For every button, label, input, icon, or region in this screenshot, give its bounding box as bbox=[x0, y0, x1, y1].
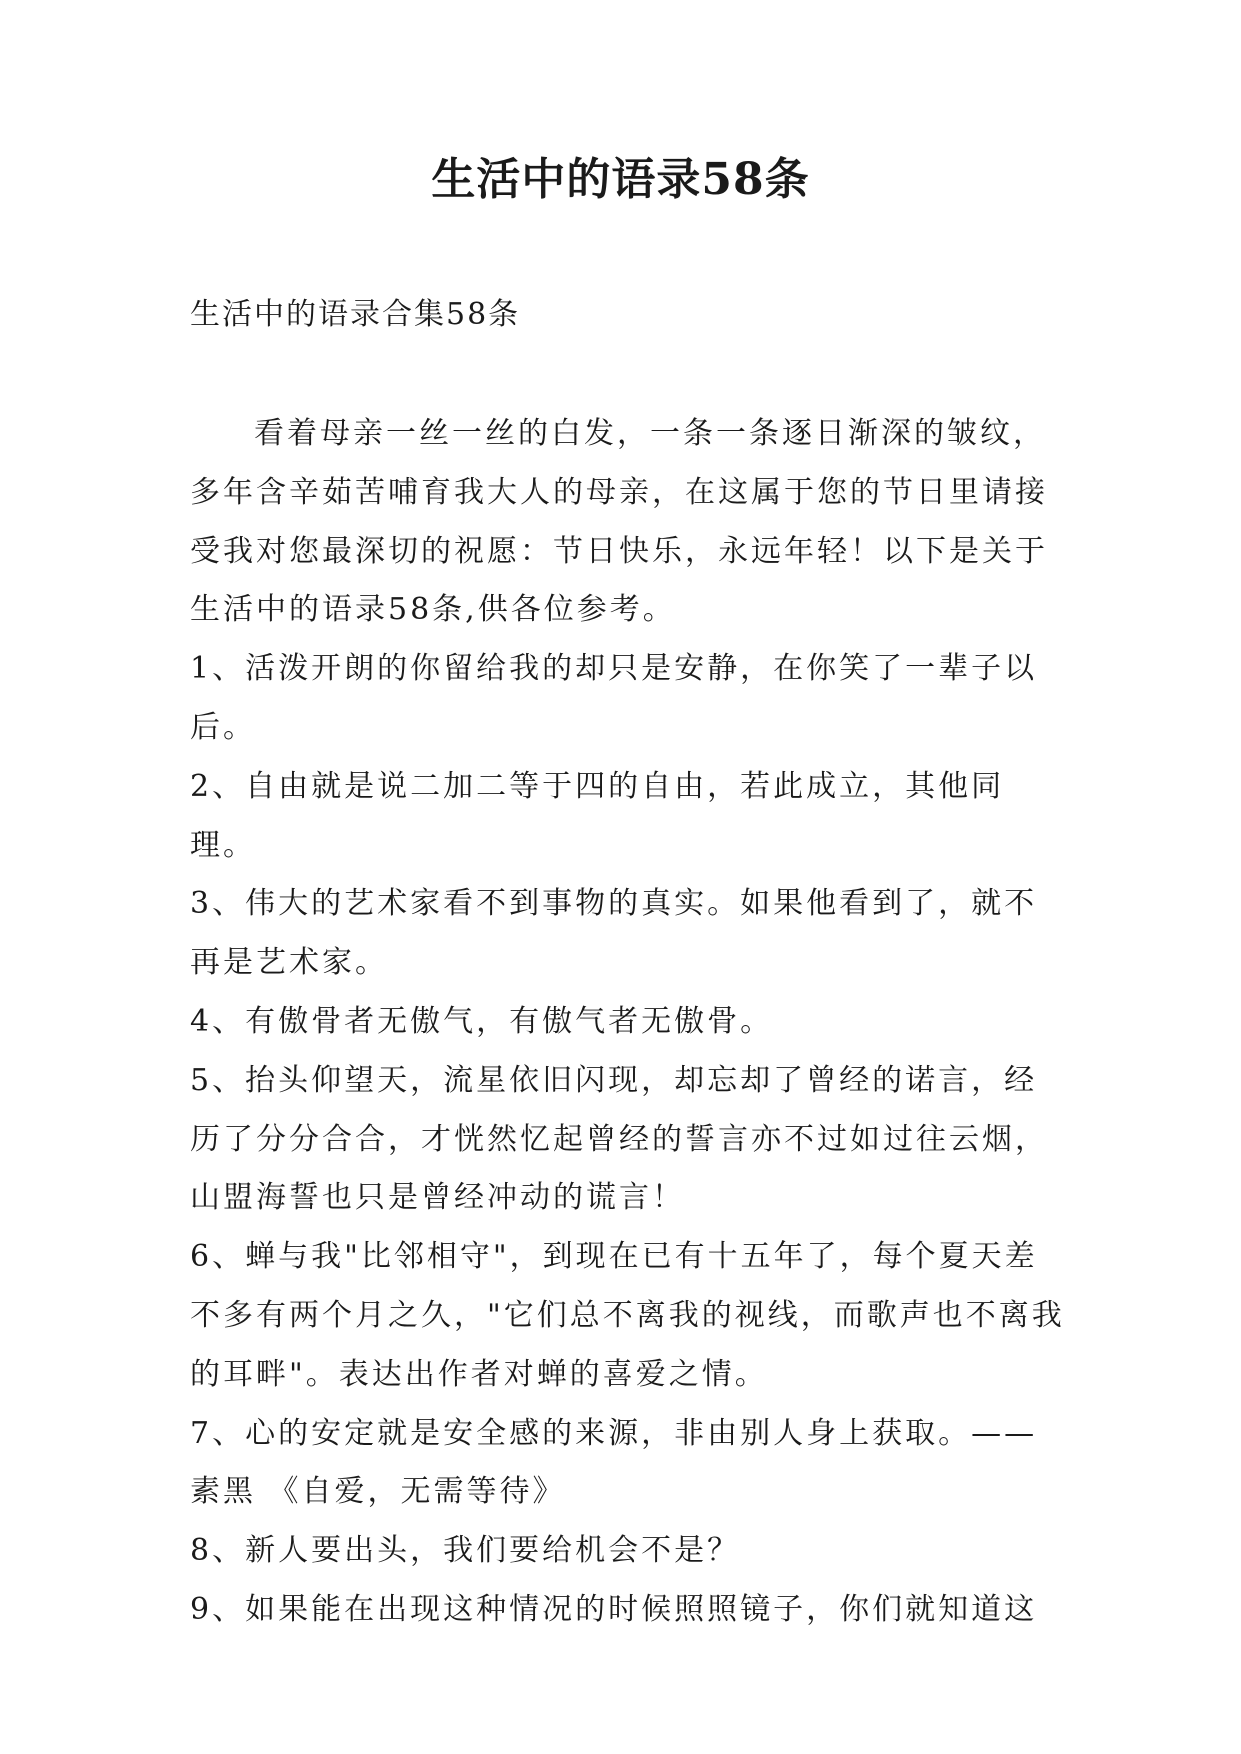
quote-item-1: 1、活泼开朗的你留给我的却只是安静，在你笑了一辈子以后。 bbox=[190, 651, 1038, 745]
quote-item-5: 5、抬头仰望天，流星依旧闪现，却忘却了曾经的诺言，经历了分分合合，才恍然忆起曾经的誓言亦不过如过往云烟，山盟海誓也只是曾经冲动的谎言！ bbox=[190, 1062, 1048, 1216]
quote-item-2: 2、自由就是说二加二等于四的自由，若此成立，其他同理。 bbox=[190, 768, 1005, 863]
document-body bbox=[190, 405, 1070, 1640]
intro-paragraph: 看着母亲一丝一丝的白发，一条一条逐日渐深的皱纹，多年含辛茹苦哺育我大人的母亲，在这属于您的节日里请接受我对您最深切的祝愿：节日快乐，永远年轻！以下是关于生活中的语录58条,供各位参考。 bbox=[190, 416, 1048, 628]
quote-item-7: 7、心的安定就是安全感的来源，非由别人身上获取。——素黑 《自爱，无需等待》 bbox=[190, 1415, 1038, 1510]
quote-item-8: 8、新人要出头，我们要给机会不是？ bbox=[190, 1533, 741, 1569]
document-subtitle: 生活中的语录合集58条 bbox=[190, 297, 521, 332]
quote-item-3: 3、伟大的艺术家看不到事物的真实。如果他看到了，就不再是艺术家。 bbox=[190, 886, 1038, 981]
quote-item-9: 9、如果能在出现这种情况的时候照照镜子，你们就知道这 bbox=[190, 1591, 1038, 1627]
quote-item-6: 6、蝉与我"比邻相守"，到现在已有十五年了，每个夏天差不多有两个月之久，"它们总不离我的视线，而歌声也不离我的耳畔"。表达出作者对蝉的喜爱之情。 bbox=[190, 1239, 1065, 1392]
document-title: 生活中的语录58条 bbox=[431, 154, 810, 205]
quote-item-4: 4、有傲骨者无傲气，有傲气者无傲骨。 bbox=[190, 1003, 774, 1039]
